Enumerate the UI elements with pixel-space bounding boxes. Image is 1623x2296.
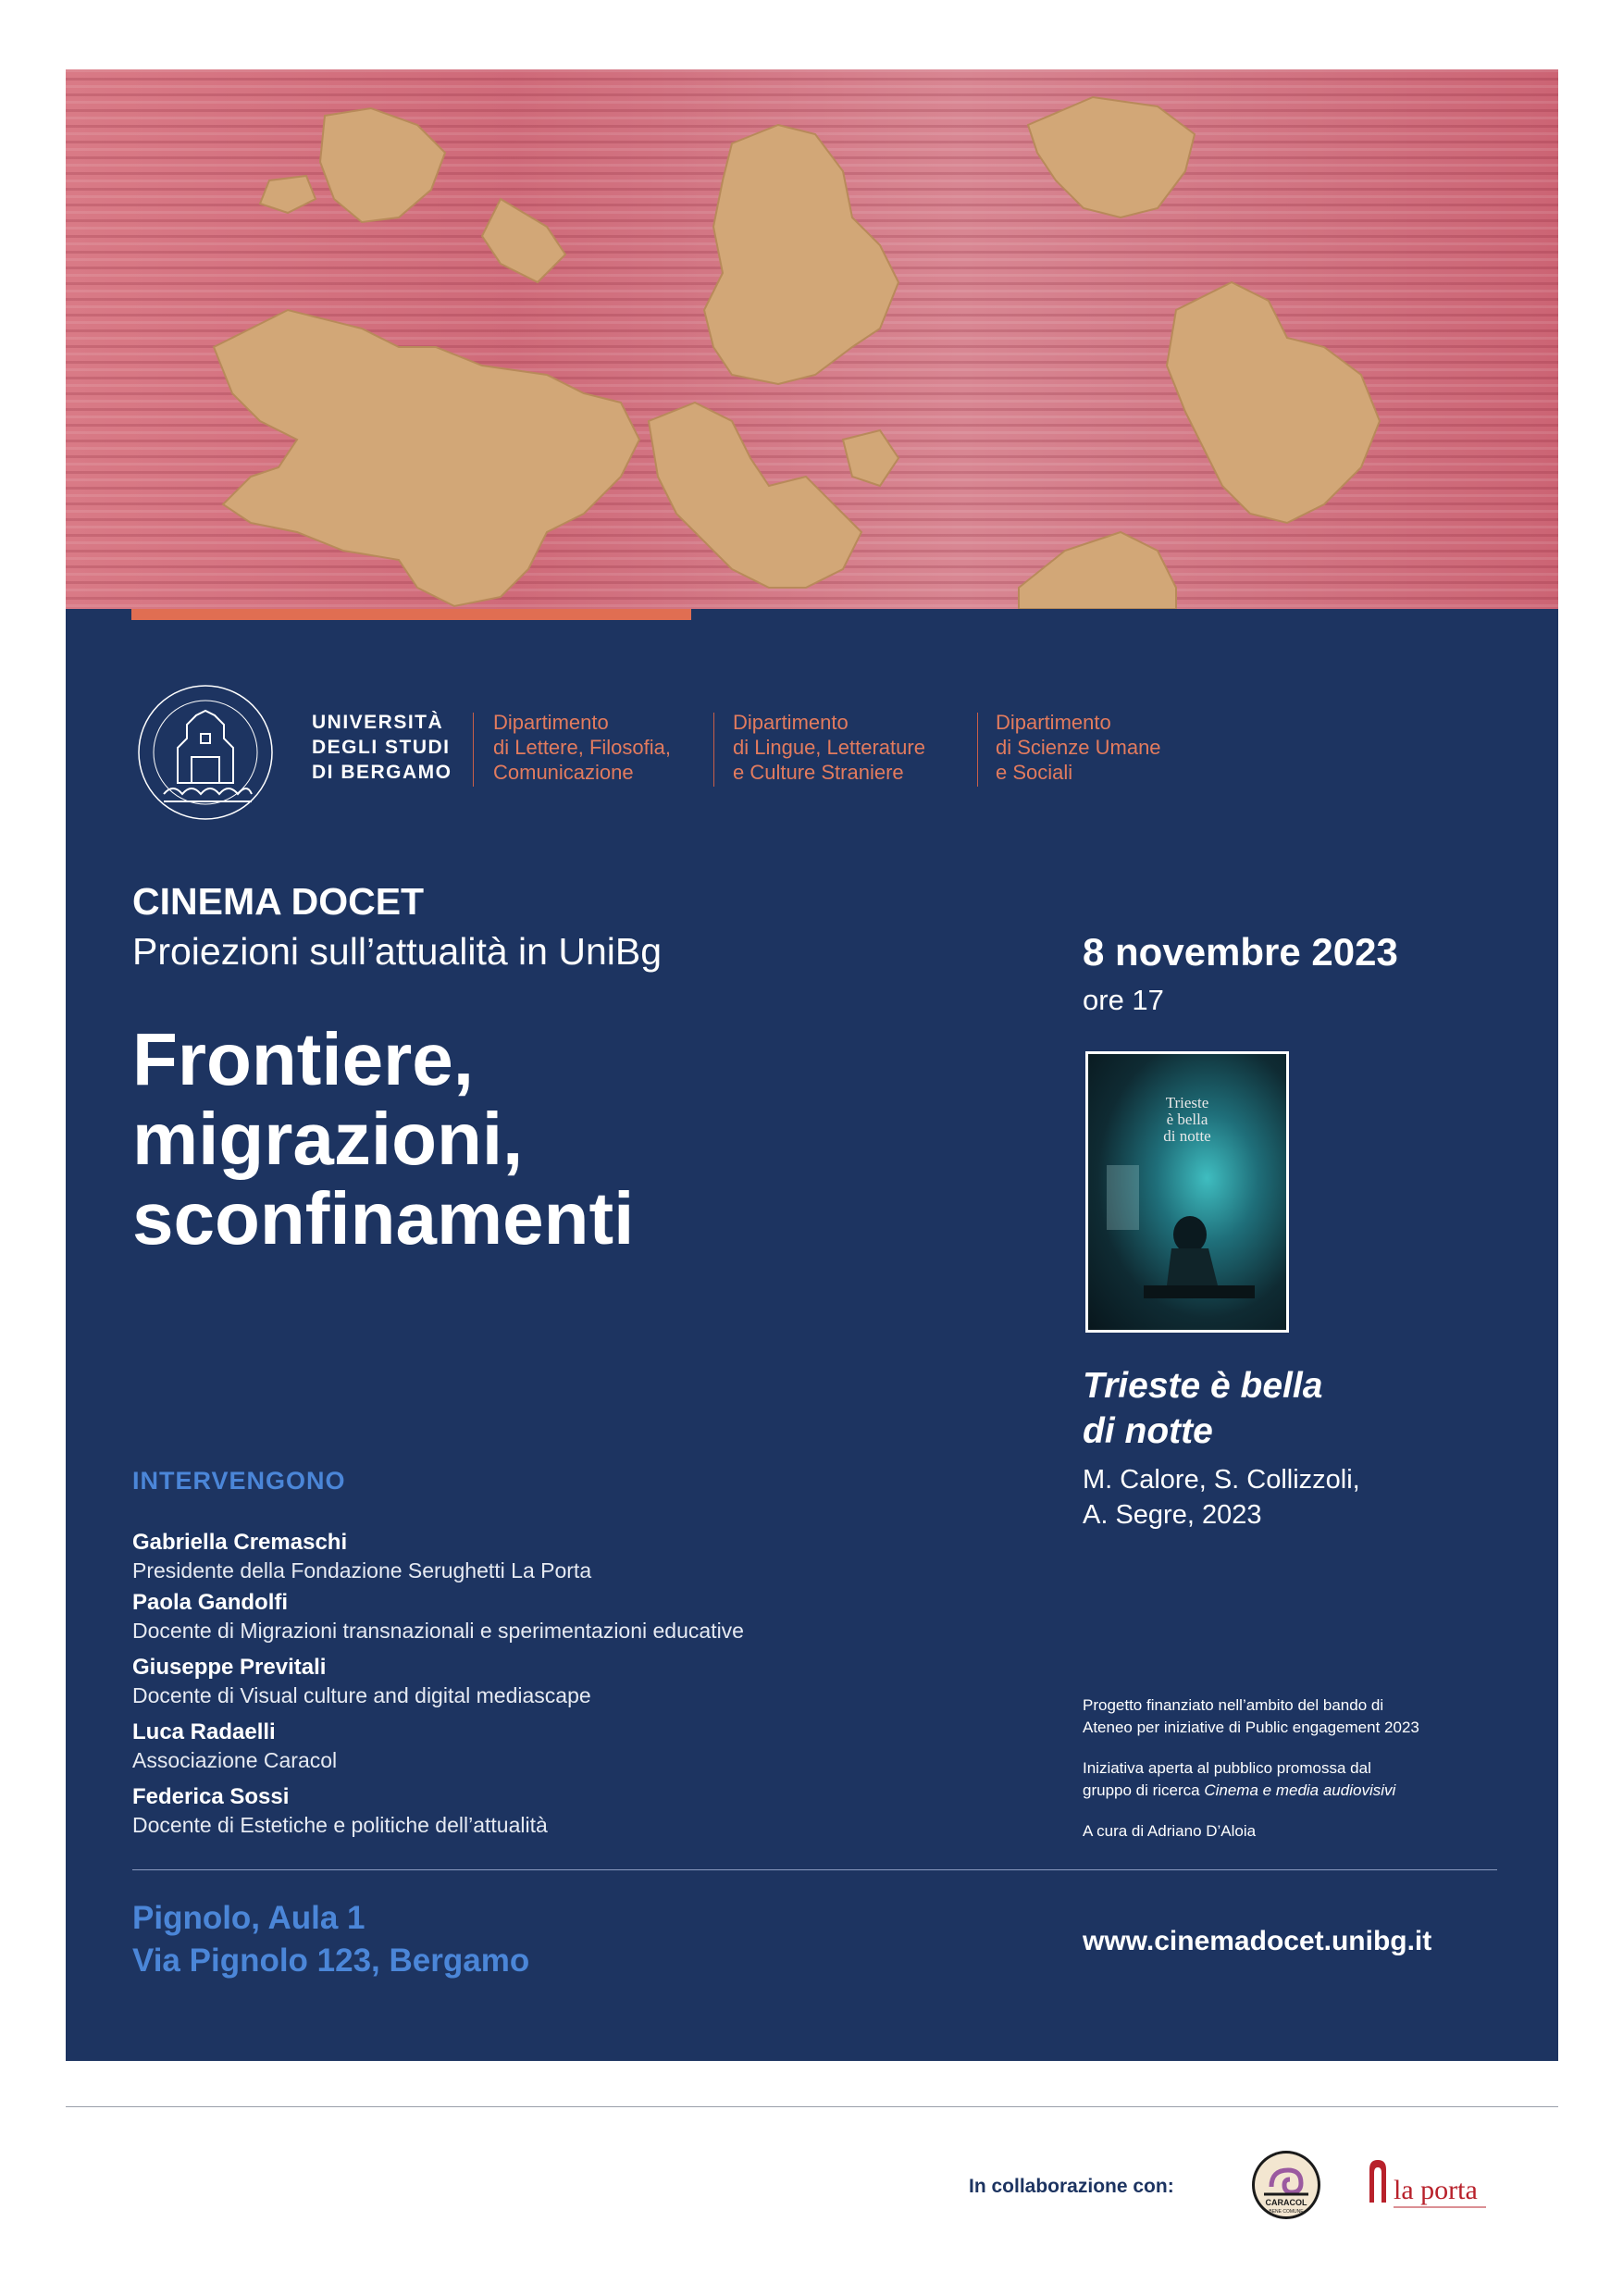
initiative-note: [1083, 1757, 1395, 1802]
footer-divider: [66, 2106, 1558, 2107]
speaker-name: Giuseppe Previtali: [132, 1655, 327, 1680]
caracol-logo-subtitle: BENE COMUNE: [1269, 2209, 1304, 2215]
film-poster-image: [1085, 1051, 1289, 1333]
speaker: [132, 1719, 337, 1774]
film-poster-figure: [1088, 1054, 1286, 1330]
speaker: [132, 1529, 591, 1584]
speaker-role: Docente di Estetiche e politiche dell’attualità: [132, 1813, 548, 1837]
venue-line: Via Pignolo 123, Bergamo: [132, 1942, 530, 1979]
hero-image: [66, 69, 1558, 609]
department-line: Dipartimento: [493, 711, 609, 734]
speaker-role: Docente di Visual culture and digital mediascape: [132, 1683, 591, 1707]
department-line: di Scienze Umane: [996, 736, 1161, 759]
venue-line: Pignolo, Aula 1: [132, 1900, 365, 1936]
poster: [66, 69, 1558, 2061]
funding-note-line: Ateneo per iniziative di Public engagement 2023: [1083, 1719, 1419, 1736]
department-scienze-umane: [996, 710, 1161, 785]
film-credits: [1083, 1462, 1360, 1533]
collaboration-label: In collaborazione con:: [969, 2176, 1174, 2197]
film-poster-title-line: di notte: [1163, 1127, 1211, 1145]
speaker: [132, 1654, 591, 1709]
funding-note: [1083, 1694, 1419, 1739]
caracol-logo-name: CARACOL: [1265, 2198, 1307, 2207]
initiative-note-line: Iniziativa aperta al pubblico promossa dal: [1083, 1759, 1371, 1777]
film-poster-title-line: Trieste: [1165, 1094, 1209, 1111]
department-lettere: [493, 710, 671, 785]
department-line: di Lettere, Filosofia,: [493, 736, 671, 759]
divider: [132, 1869, 1497, 1870]
university-name-line: UNIVERSITÀ: [312, 712, 444, 733]
series-subtitle: Proiezioni sull’attualità in UniBg: [132, 930, 663, 973]
series-title: CINEMA DOCET: [132, 880, 425, 923]
speakers-heading: INTERVENGONO: [132, 1467, 346, 1495]
department-line: e Culture Straniere: [733, 761, 904, 784]
event-title-line: sconfinamenti: [132, 1177, 635, 1260]
speaker-role: Docente di Migrazioni transnazionali e sperimentazioni educative: [132, 1619, 744, 1643]
speaker-role: Associazione Caracol: [132, 1748, 338, 1772]
university-name-line: DI BERGAMO: [312, 762, 452, 783]
department-line: Dipartimento: [733, 711, 849, 734]
speaker-name: Gabriella Cremaschi: [132, 1530, 348, 1555]
la-porta-logo-text: la porta: [1394, 2175, 1478, 2205]
film-title-line: di notte: [1083, 1411, 1213, 1451]
university-seal-icon: [136, 683, 275, 822]
department-line: e Sociali: [996, 761, 1073, 784]
event-title-line: Frontiere,: [132, 1018, 474, 1100]
speaker-name: Luca Radaelli: [132, 1719, 276, 1744]
film-title: [1083, 1363, 1322, 1454]
funding-note-line: Progetto finanziato nell’ambito del bando di: [1083, 1696, 1384, 1714]
caracol-logo: [1251, 2150, 1321, 2220]
event-title-line: migrazioni,: [132, 1098, 524, 1180]
university-name: [312, 710, 452, 785]
hero-accent-bar: [131, 609, 691, 620]
department-lingue: [733, 710, 925, 785]
initiative-prefix: gruppo di ricerca: [1083, 1781, 1205, 1799]
department-line: di Lingue, Letterature: [733, 736, 925, 759]
website-link[interactable]: www.cinemadocet.unibg.it: [1083, 1926, 1432, 1956]
film-poster-title-line: è bella: [1166, 1111, 1208, 1128]
speaker: [132, 1589, 744, 1644]
la-porta-logo: [1366, 2156, 1505, 2219]
department-line: Comunicazione: [493, 761, 634, 784]
film-credits-line: A. Segre, 2023: [1083, 1500, 1262, 1530]
divider: [473, 713, 474, 787]
speaker-name: Federica Sossi: [132, 1784, 290, 1809]
divider: [713, 713, 714, 787]
event-date: 8 novembre 2023: [1083, 930, 1398, 974]
film-credits-line: M. Calore, S. Collizzoli,: [1083, 1465, 1360, 1495]
venue: [132, 1897, 529, 1982]
speaker-name: Paola Gandolfi: [132, 1590, 289, 1615]
event-title: [132, 1020, 634, 1259]
university-name-line: DEGLI STUDI: [312, 737, 451, 758]
curator-note: [1083, 1820, 1256, 1843]
speaker: [132, 1783, 548, 1839]
world-map-cork-image: [66, 69, 1558, 609]
department-line: Dipartimento: [996, 711, 1111, 734]
divider: [977, 713, 978, 787]
speaker-role: Presidente della Fondazione Serughetti La Porta: [132, 1558, 592, 1582]
curator-line: A cura di Adriano D’Aloia: [1083, 1822, 1257, 1840]
event-time: ore 17: [1083, 984, 1164, 1016]
initiative-note-line: [1083, 1780, 1395, 1802]
film-title-line: Trieste è bella: [1083, 1366, 1323, 1406]
research-group-name: Cinema e media audiovisivi: [1204, 1781, 1396, 1799]
